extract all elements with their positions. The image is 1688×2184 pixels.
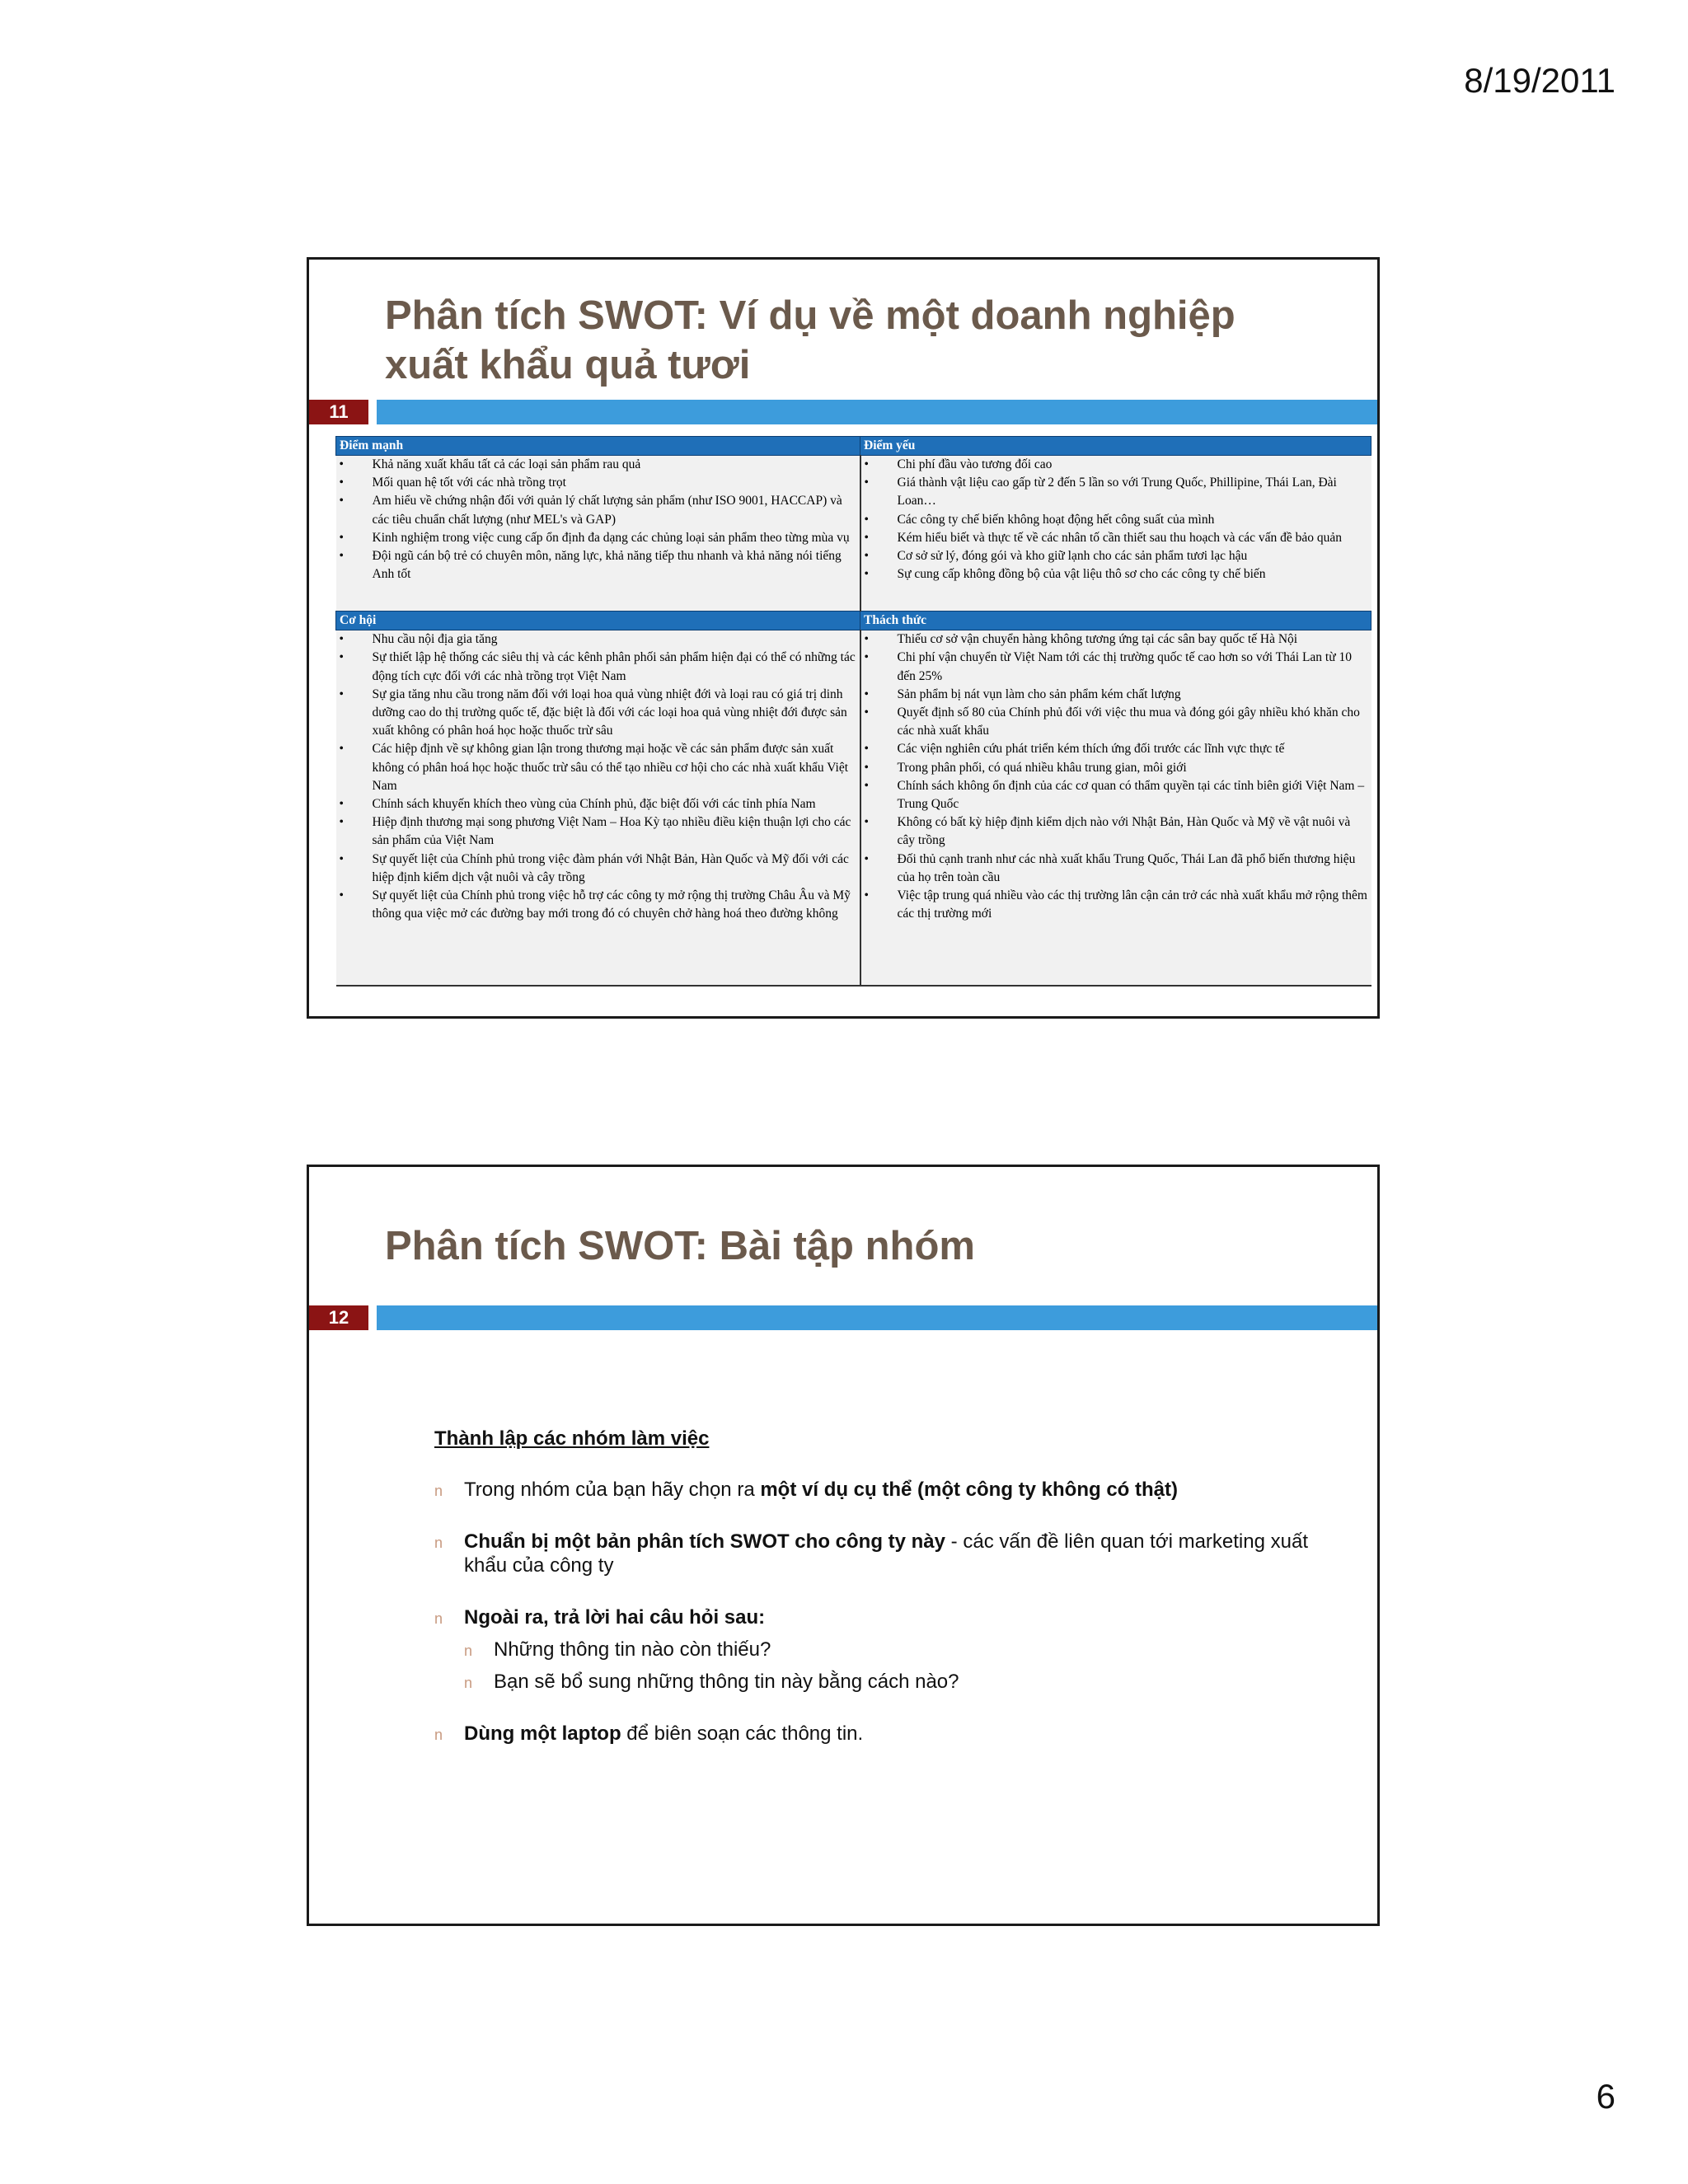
bullet-text-bold: Ngoài ra, trả lời hai câu hỏi sau: [464,1606,766,1629]
swot-list-item: • Sự cung cấp không đồng bộ của vật liệu thô sơ cho các công ty chế biến [861,565,1368,583]
sub-bullet-list [464,1638,1308,1694]
slide-12 [307,1165,1380,1926]
slide-number-badge: 12 [309,1305,368,1330]
sub-bullet-item: n Những thông tin nào còn thiếu? [464,1638,1308,1661]
threats-cell [860,630,1372,986]
swot-list-item: • Giá thành vật liệu cao gấp từ 2 đến 5 lần so với Trung Quốc, Phillipine, Thái Lan, Đài Loan… [861,474,1368,510]
swot-list-item: • Sự gia tăng nhu cầu trong năm đối với loại hoa quả vùng nhiệt đới và loại rau có giá trị dinh dưỡng cao do thị trường quốc tế, đặc biệt là đối với các loại hoa quả vùng nhiệt đới được sản xuất không có phân hoá học hoặc thuốc trừ sâu [336,686,856,741]
swot-table [335,436,1372,987]
page-date: 8/19/2011 [1464,61,1615,100]
swot-list-item: • Nhu cầu nội địa gia tăng [336,630,856,649]
bullet-item [434,1722,1308,1746]
swot-list-item: • Cơ sở sử lý, đóng gói và kho giữ lạnh cho các sản phẩm tươi lạc hậu [861,547,1368,565]
slide-body [434,1427,1308,1774]
bullet-text: - các vấn đề liên quan tới marketing xuất khẩu của công ty [464,1530,1308,1577]
weaknesses-list [861,456,1368,583]
bullet-text: Trong nhóm của bạn hãy chọn ra [464,1479,761,1501]
swot-list-item: • Hiệp định thương mại song phương Việt Nam – Hoa Kỳ tạo nhiều điều kiện thuận lợi cho các sản phẩm của Việt Nam [336,813,856,850]
swot-list-item: • Không có bất kỳ hiệp định kiểm dịch nào với Nhật Bản, Hàn Quốc và Mỹ về vật nuôi và cây trồng [861,813,1368,850]
slide-number-badge: 11 [309,400,368,424]
swot-list-item: • Quyết định số 80 của Chính phủ đối với việc thu mua và đóng gói gây nhiều khó khăn cho các nhà xuất khẩu [861,704,1368,740]
slide-title: Phân tích SWOT: Bài tập nhóm [385,1224,975,1268]
swot-list-item: • Thiếu cơ sở vận chuyển hàng không tương ứng tại các sân bay quốc tế Hà Nội [861,630,1368,649]
swot-list-item: • Chi phí vận chuyển từ Việt Nam tới các thị trường quốc tế cao hơn so với Thái Lan từ 10 đến 25% [861,649,1368,685]
slide-title-line2: xuất khẩu quả tươi [385,343,751,387]
opportunities-cell [336,630,860,986]
swot-list-item: • Việc tập trung quá nhiều vào các thị trường lân cận cản trở các nhà xuất khẩu mở rộng thêm các thị trường mới [861,887,1368,923]
strengths-header: Điểm mạnh [336,437,860,456]
swot-list-item: • Sản phẩm bị nát vụn làm cho sản phẩm kém chất lượng [861,686,1368,704]
title-accent-bar [377,1305,1377,1330]
swot-list-item: • Các viện nghiên cứu phát triển kém thích ứng đối trước các lĩnh vực thực tế [861,740,1368,758]
slide-11 [307,257,1380,1019]
swot-list-item: • Am hiểu về chứng nhận đối với quản lý chất lượng sản phẩm (như ISO 9001, HACCAP) và các tiêu chuẩn chất lượng (như MEL's và GAP) [336,492,856,528]
swot-list-item: • Trong phân phối, có quá nhiều khâu trung gian, môi giới [861,759,1368,777]
title-accent-bar [377,400,1377,424]
section-heading: Thành lập các nhóm làm việc [434,1427,710,1450]
swot-list-item: • Sự quyết liệt của Chính phủ trong việc hỗ trợ các công ty mở rộng thị trường Châu Âu và Mỹ thông qua việc mở các đường bay mới trong đó có chuyên chở hàng hoá theo đường không [336,887,856,923]
bullet-text-bold: Dùng một laptop [464,1722,621,1745]
opportunities-header: Cơ hội [336,612,860,630]
swot-list-item: • Các công ty chế biến không hoạt động hết công suất của mình [861,511,1368,529]
swot-list-item: • Khả năng xuất khẩu tất cả các loại sản phẩm rau quả [336,456,856,474]
sub-bullet-item: n Bạn sẽ bổ sung những thông tin này bằng cách nào? [464,1670,1308,1694]
swot-list-item: • Chính sách không ổn định của các cơ quan có thẩm quyền tại các tỉnh biên giới Việt Nam – Trung Quốc [861,777,1368,813]
swot-list-item: • Chính sách khuyến khích theo vùng của Chính phủ, đặc biệt đối với các tỉnh phía Nam [336,795,856,813]
threats-header: Thách thức [860,612,1372,630]
bullet-text-bold: Chuẩn bị một bản phân tích SWOT cho công ty này [464,1530,946,1553]
swot-list-item: • Sự thiết lập hệ thống các siêu thị và các kênh phân phối sản phẩm hiện đại có thể có những tác động tích cực đối với các nhà trồng trọt Việt Nam [336,649,856,685]
opportunities-list [336,630,856,923]
bullet-list [434,1478,1308,1746]
swot-list-item: • Các hiệp định về sự không gian lận trong thương mại hoặc về các sản phẩm được sản xuất không có phân hoá học hoặc thuốc trừ sâu có thể tạo nhiều cơ hội cho các nhà xuất khẩu Việt Nam [336,740,856,795]
swot-list-item: • Kém hiểu biết và thực tế về các nhân tố cần thiết sau thu hoạch và các vấn đề bảo quản [861,529,1368,547]
slide-title-line1: Phân tích SWOT: Ví dụ về một doanh nghiệp [385,293,1236,338]
weaknesses-header: Điểm yếu [860,437,1372,456]
slide-title [385,291,1236,390]
swot-list-item: • Đối thủ cạnh tranh như các nhà xuất khẩu Trung Quốc, Thái Lan đã phổ biến thương hiệu của họ trên toàn cầu [861,851,1368,887]
page-number: 6 [1596,2077,1615,2116]
swot-list-item: • Đội ngũ cán bộ trẻ có chuyên môn, năng lực, khả năng tiếp thu nhanh và khả năng nói tiếng Anh tốt [336,547,856,583]
swot-list-item: • Chi phí đầu vào tương đối cao [861,456,1368,474]
swot-list-item: • Sự quyết liệt của Chính phủ trong việc đàm phán với Nhật Bản, Hàn Quốc và Mỹ đối với các hiệp định kiểm dịch vật nuôi và cây trồng [336,851,856,887]
bullet-text-bold: một ví dụ cụ thể (một công ty không có thật) [760,1479,1178,1501]
threats-list [861,630,1368,923]
swot-list-item: • Mối quan hệ tốt với các nhà trồng trọt [336,474,856,492]
bullet-item [434,1605,1308,1694]
strengths-list [336,456,856,583]
bullet-text: để biên soạn các thông tin. [621,1722,864,1745]
swot-list-item: • Kinh nghiệm trong việc cung cấp ổn định đa dạng các chủng loại sản phẩm theo từng mùa vụ [336,529,856,547]
bullet-item [434,1478,1308,1502]
bullet-item [434,1530,1308,1577]
strengths-cell [336,456,860,612]
weaknesses-cell [860,456,1372,612]
